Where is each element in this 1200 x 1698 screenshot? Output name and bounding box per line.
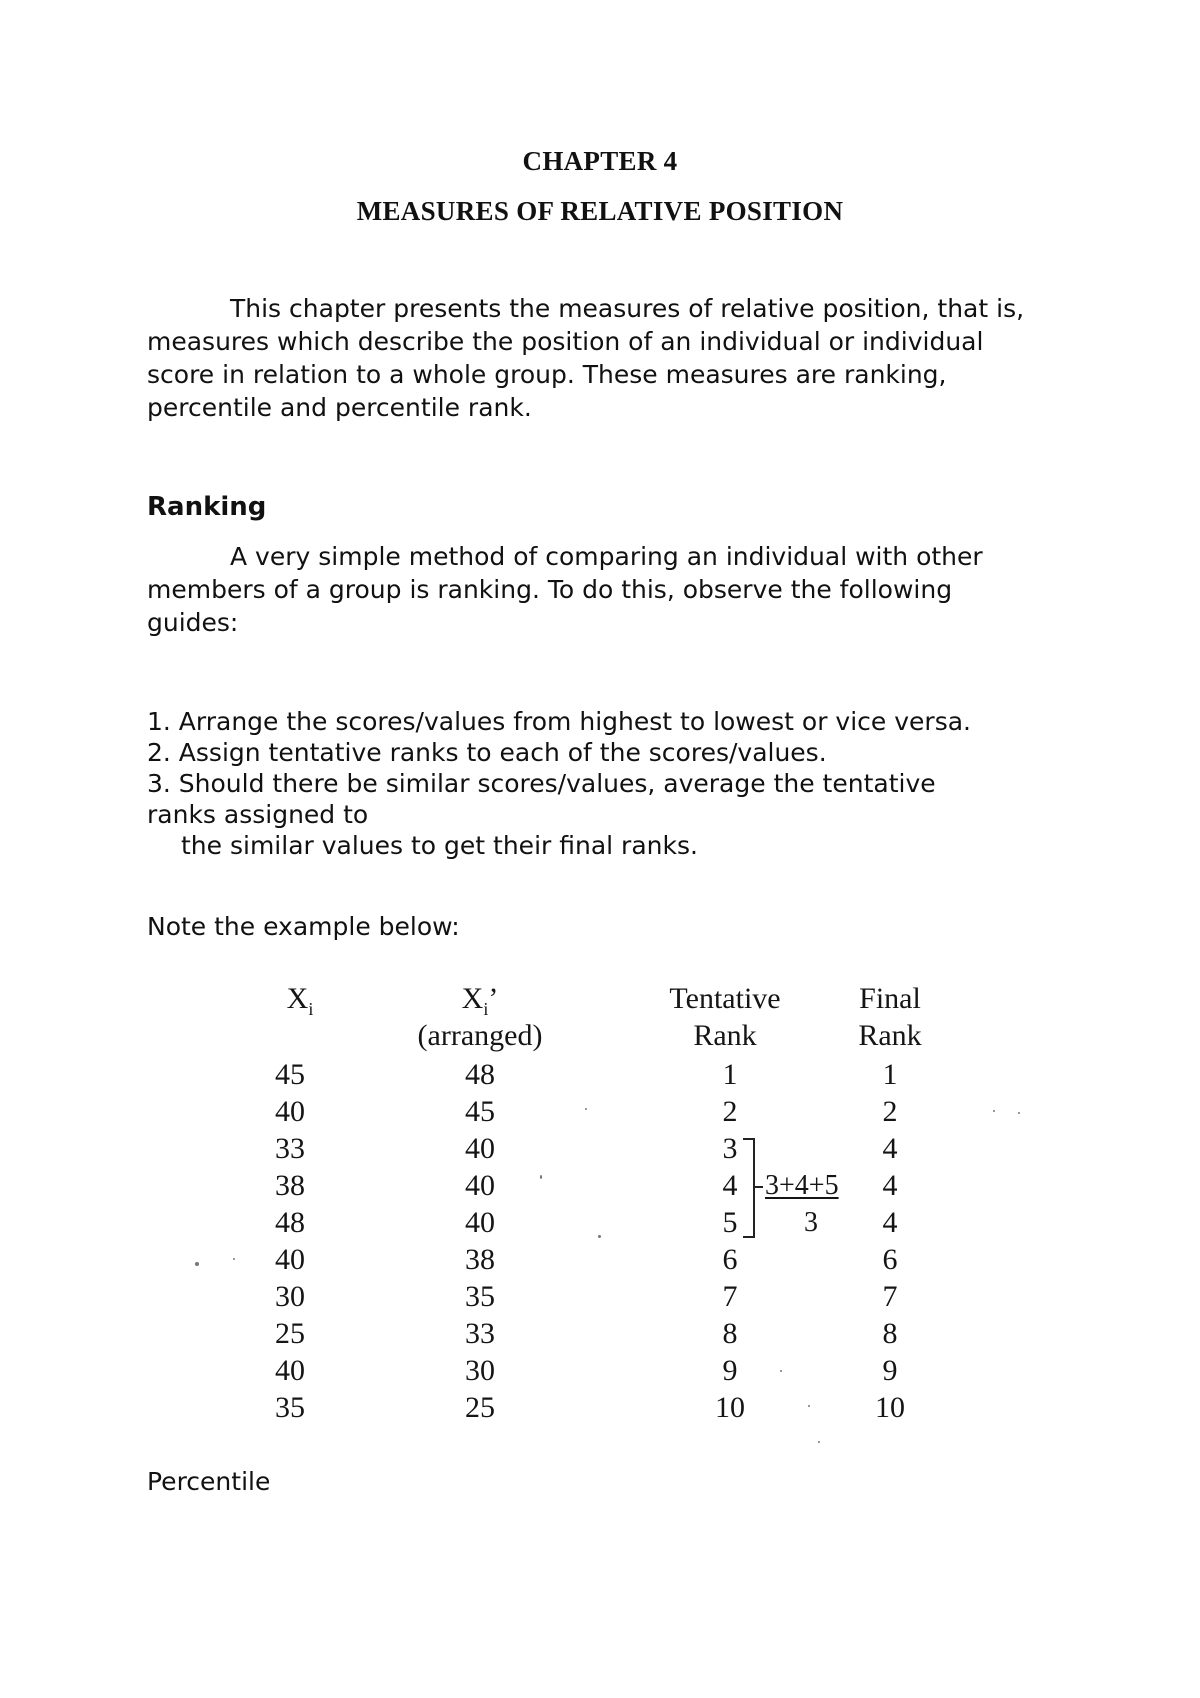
xi-cell: 45: [275, 1058, 305, 1091]
xi-arranged-cell: 40: [465, 1206, 495, 1239]
xi-cell: 40: [275, 1354, 305, 1387]
final-rank-cell: 4: [882, 1132, 898, 1165]
tentative-rank-cell: 2: [722, 1095, 738, 1128]
ranking-paragraph: A very simple method of comparing an individual with other members of a group is ranking. To do this, observe the following guides:: [147, 542, 983, 637]
tentative-rank-cell: 10: [715, 1391, 745, 1424]
xi-arranged-cell: 48: [465, 1058, 495, 1091]
xi-arranged-cell: 35: [465, 1280, 495, 1313]
final-rank-cell: 10: [875, 1391, 905, 1424]
intro-paragraph: This chapter presents the measures of relative position, that is, measures which describe the position of an individual or individual score in relation to a whole group. These measures are ranking, percentile and percentile rank.: [147, 294, 1025, 422]
chapter-title: MEASURES OF RELATIVE POSITION: [356, 196, 844, 226]
xi-arranged-cell: 45: [465, 1095, 495, 1128]
final-rank-cell: 8: [882, 1317, 898, 1350]
xi-arranged-cell: 30: [465, 1354, 495, 1387]
xi-arranged-cell: 33: [465, 1317, 495, 1350]
tentative-rank-cell: 6: [722, 1243, 738, 1276]
header-final-1: Final: [859, 982, 921, 1015]
guide-item-1: 1. Arrange the scores/values from highest to lowest or vice versa.: [147, 707, 971, 736]
scan-speck: [195, 1262, 199, 1266]
tentative-rank-cell: 1: [722, 1058, 738, 1091]
scan-speck: [993, 1110, 995, 1112]
note-text: Note the example below:: [147, 912, 460, 941]
xi-cell: 30: [275, 1280, 305, 1313]
scan-speck: [540, 1175, 542, 1179]
scan-speck: [598, 1235, 601, 1238]
final-rank-cell: 2: [882, 1095, 898, 1128]
final-rank-cell: 4: [882, 1169, 898, 1202]
final-rank-cell: 1: [882, 1058, 898, 1091]
xi-cell: 35: [275, 1391, 305, 1424]
scan-speck: [808, 1405, 810, 1407]
scan-speck: [1018, 1112, 1020, 1114]
ranking-heading: Ranking: [147, 492, 267, 522]
final-rank-cell: 9: [882, 1354, 898, 1387]
scan-speck: [233, 1258, 235, 1260]
xi-arranged-cell: 40: [465, 1132, 495, 1165]
header-final-2: Rank: [858, 1019, 922, 1052]
final-rank-cell: 7: [882, 1280, 898, 1313]
scan-speck: [780, 1370, 782, 1372]
percentile-heading: Percentile: [147, 1467, 271, 1496]
xi-cell: 48: [275, 1206, 305, 1239]
tentative-rank-cell: 8: [722, 1317, 738, 1350]
tie-bracket-tick: [753, 1186, 763, 1188]
tentative-rank-cell: 7: [722, 1280, 738, 1313]
chapter-number: CHAPTER 4: [522, 146, 678, 176]
guide-item-2: 2. Assign tentative ranks to each of the scores/values.: [147, 738, 827, 767]
xi-cell: 25: [275, 1317, 305, 1350]
xi-cell: 33: [275, 1132, 305, 1165]
average-denominator: 3: [804, 1207, 818, 1238]
header-tentative-1: Tentative: [669, 982, 781, 1015]
scan-speck: [585, 1108, 587, 1110]
final-rank-cell: 6: [882, 1243, 898, 1276]
tentative-rank-cell: 5: [722, 1206, 738, 1239]
tentative-rank-cell: 4: [722, 1169, 738, 1202]
header-arranged-label: (arranged): [417, 1019, 543, 1052]
header-tentative-2: Rank: [693, 1019, 757, 1052]
tentative-rank-cell: 9: [722, 1354, 738, 1387]
guide-item-3-cont2: the similar values to get their final ranks.: [181, 831, 698, 860]
average-numerator: 3+4+5: [765, 1170, 839, 1201]
xi-cell: 40: [275, 1243, 305, 1276]
header-xi-arranged: $X_i$’: [461, 982, 499, 1019]
guide-item-3: 3. Should there be similar scores/values, average the tentative: [147, 769, 936, 798]
tie-bracket: [743, 1138, 755, 1238]
xi-arranged-cell: 38: [465, 1243, 495, 1276]
xi-arranged-cell: 25: [465, 1391, 495, 1424]
xi-cell: 40: [275, 1095, 305, 1128]
final-rank-cell: 4: [882, 1206, 898, 1239]
xi-arranged-cell: 40: [465, 1169, 495, 1202]
tentative-rank-cell: 3: [722, 1132, 738, 1165]
xi-cell: 38: [275, 1169, 305, 1202]
scan-speck: [818, 1441, 820, 1443]
guide-item-3-cont: ranks assigned to: [147, 800, 369, 829]
header-xi: $X_i$: [286, 982, 314, 1019]
